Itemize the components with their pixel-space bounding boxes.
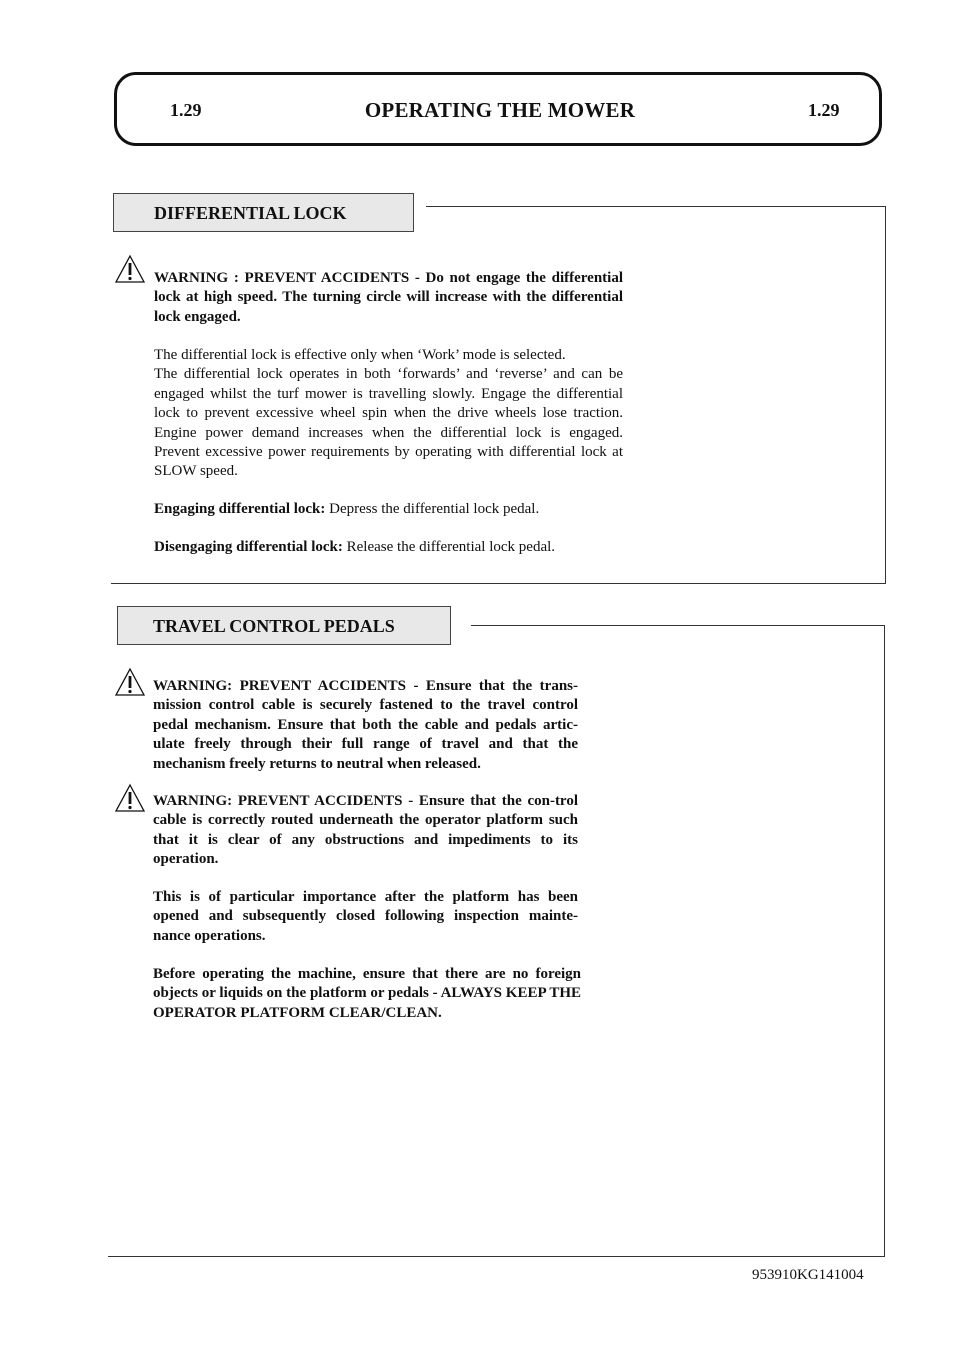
- section-1-right-rule: [885, 206, 886, 584]
- travel-control-note-2: Before operating the machine, ensure that there are no foreign objects or liquids on the platform or pedals - ALWAYS KEEP THE OPERATOR PLATFORM CLEAR/CLEAN.: [153, 966, 581, 1021]
- section-2-top-rule: [471, 625, 885, 626]
- document-code: 953910KG141004: [752, 1267, 864, 1283]
- differential-lock-heading: DIFFERENTIAL LOCK: [113, 193, 414, 232]
- section-2-right-rule: [884, 625, 885, 1257]
- travel-control-note-1: This is of particular importance after the platform has been opened and subsequently closed following inspection mainte-nance operations.: [153, 889, 578, 944]
- disengaging-text: Release the differential lock pedal.: [342, 539, 556, 555]
- differential-lock-warning: WARNING : PREVENT ACCIDENTS - Do not engage the differential lock at high speed. The turning circle will increase with the differential lock engaged.: [154, 270, 623, 325]
- section-2-bottom-rule: [108, 1256, 885, 1257]
- differential-lock-description-body: The differential lock operates in both ‘forwards’ and ‘reverse’ and can be engaged whilst the turf mower is travelling slowly. Engage the differential lock to prevent excessive wheel spin when the drive wheels lose traction. Engine power demand increases when the differential lock is engaged. Prevent excessive power requirements by operating with differential lock at SLOW speed.: [154, 366, 623, 480]
- differential-lock-description-line-1: The differential lock is effective only when ‘Work’ mode is selected.: [154, 347, 566, 363]
- travel-control-warning-1: WARNING: PREVENT ACCIDENTS - Ensure that the trans-mission control cable is securely fastened to the travel control pedal mechanism. Ensure that both the cable and pedals artic-ulate freely through their full range of travel and that the mechanism freely returns to neutral when released.: [153, 678, 578, 772]
- engaging-instruction: [154, 500, 623, 519]
- differential-lock-description: [154, 346, 623, 482]
- travel-control-warning-2: WARNING: PREVENT ACCIDENTS - Ensure that the con-trol cable is correctly routed underneath the operator platform such that it is clear of any obstructions and impediments to its operation.: [153, 793, 578, 868]
- travel-control-pedals-heading: TRAVEL CONTROL PEDALS: [117, 606, 451, 645]
- section-number-right: 1.29: [808, 100, 840, 120]
- engaging-label: Engaging differential lock:: [154, 501, 326, 517]
- disengaging-label: Disengaging differential lock:: [154, 539, 343, 555]
- warning-triangle-icon: [114, 783, 146, 813]
- section-number-left: 1.29: [170, 100, 202, 120]
- section-1-bottom-rule: [111, 583, 886, 584]
- page-title: OPERATING THE MOWER: [364, 98, 636, 122]
- disengaging-instruction: [154, 538, 623, 557]
- warning-triangle-icon: [114, 254, 146, 284]
- warning-triangle-icon: [114, 667, 146, 697]
- engaging-text: Depress the differential lock pedal.: [325, 501, 540, 517]
- section-1-top-rule: [426, 206, 886, 207]
